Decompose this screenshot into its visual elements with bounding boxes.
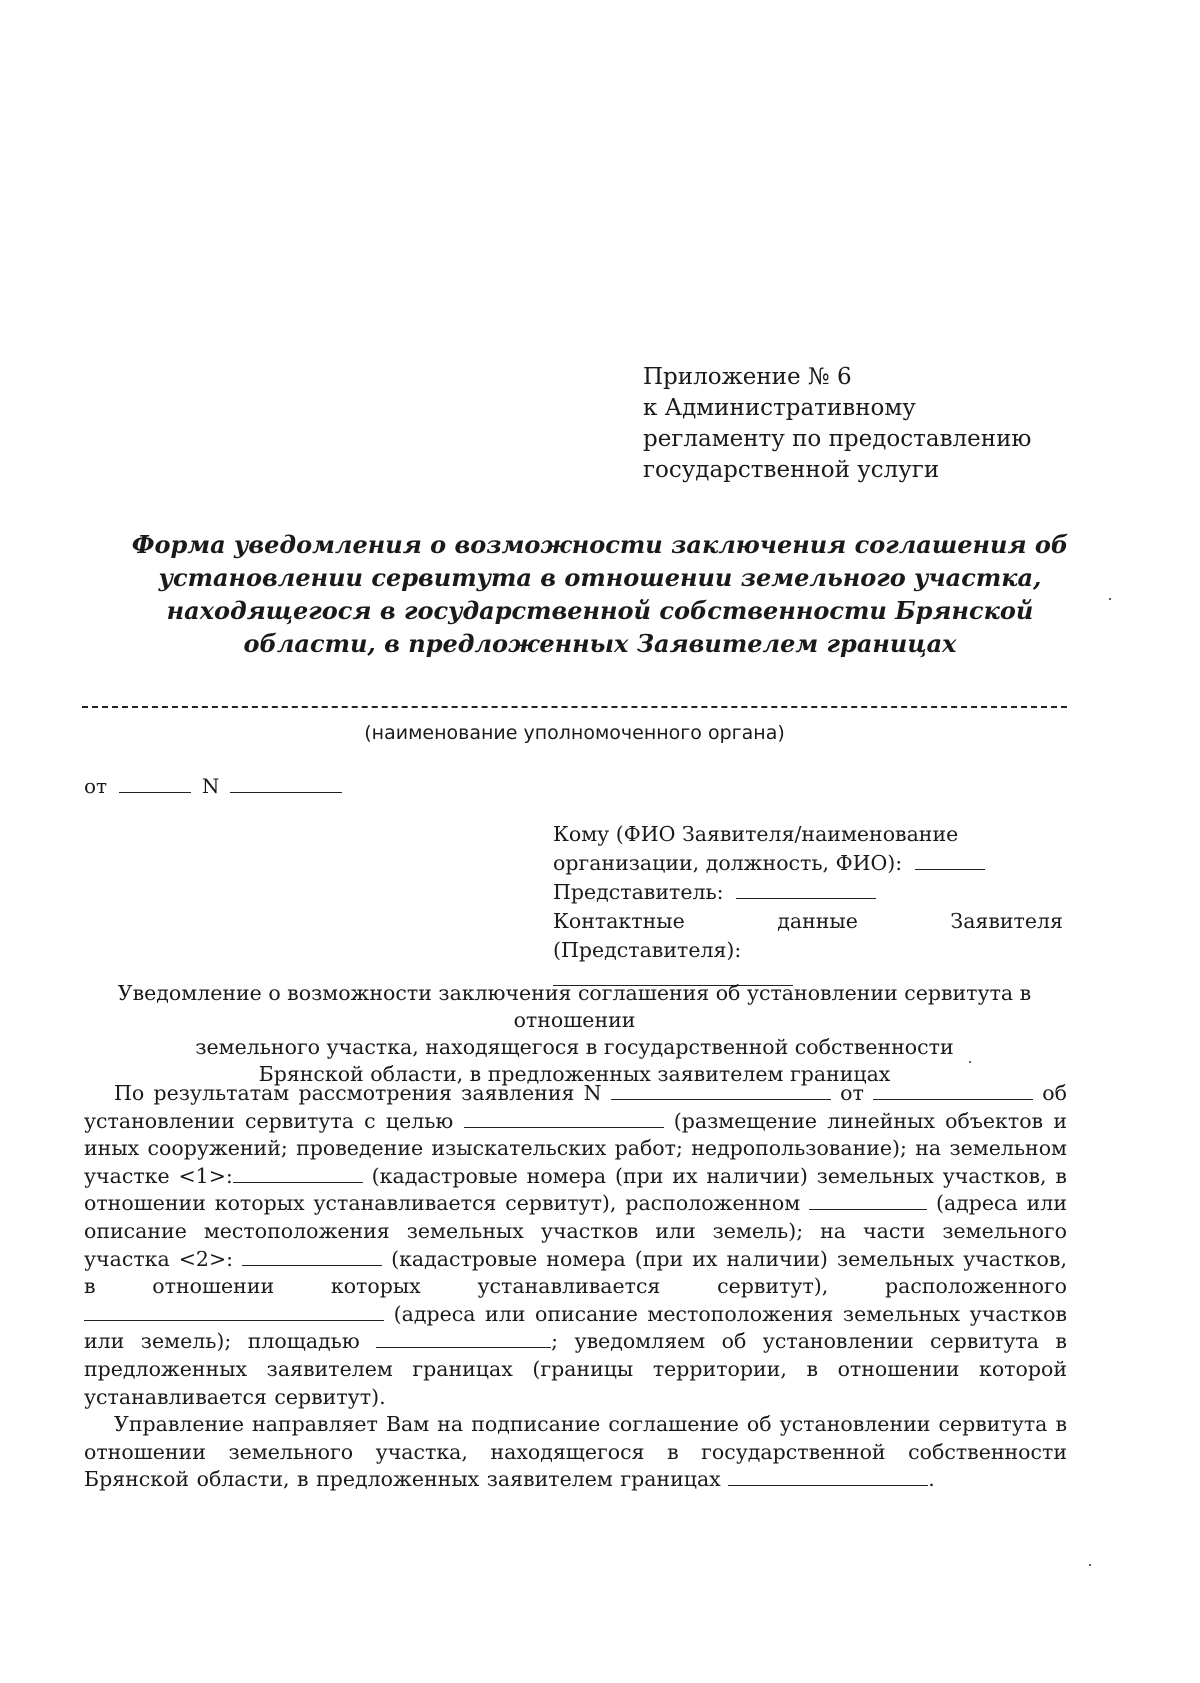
number-blank	[230, 772, 342, 793]
appendix-line-4: государственной услуги	[643, 457, 940, 483]
plot-cadastral-blank	[233, 1164, 363, 1183]
part-address-blank	[84, 1302, 384, 1321]
number-label: N	[201, 774, 220, 798]
representative-label: Представитель:	[553, 880, 724, 904]
p1-purpose-options-text: (размещение линейных объектов и иных сооружений; проведение изыскательских работ; недропользование); на земельном участке <1>:	[84, 1108, 1067, 1188]
p1-area-text: (адреса или описание местоположения земельных участков или земель); площадью	[84, 1301, 1067, 1354]
p1-cadastral-text: (кадастровые номера (при их наличии) земельных участков, в отношении которых устанавливается сервитут), расположенном	[84, 1163, 1067, 1216]
appendix-number: Приложение № 6	[643, 364, 852, 390]
contacts-label: Контактные данные Заявителя (Представителя):	[553, 909, 1063, 962]
notice-body	[84, 1080, 1067, 1494]
p1-purpose-text: об установлении сервитута с целью	[84, 1081, 1067, 1133]
notice-paragraph-2	[84, 1411, 1067, 1494]
p1-application-text: По результатам рассмотрения заявления N	[114, 1081, 602, 1105]
recipient-line-1: Кому (ФИО Заявителя/наименование	[553, 822, 959, 846]
recipient-org-label: организации, должность, ФИО):	[553, 851, 903, 875]
purpose-blank	[464, 1109, 664, 1128]
scan-speck	[1089, 1564, 1091, 1566]
notice-heading-line-2: земельного участка, находящегося в государственной собственности	[195, 1035, 954, 1059]
p1-from-text: от	[840, 1081, 864, 1105]
recipient-block	[553, 820, 1063, 994]
area-blank	[376, 1329, 551, 1348]
application-number-blank	[611, 1081, 831, 1100]
representative-blank	[736, 878, 876, 899]
notice-heading-line-3: Брянской области, в предложенных заявителем границах	[258, 1062, 891, 1086]
notice-heading-line-1: Уведомление о возможности заключения соглашения об установлении сервитута в отношении	[117, 981, 1032, 1032]
recipient-org-blank	[915, 849, 985, 870]
recipient-line-2	[553, 849, 1063, 878]
from-label: от	[84, 774, 108, 798]
notice-paragraph-1	[84, 1080, 1067, 1411]
recipient-line-3	[553, 878, 1063, 907]
date-blank	[119, 772, 191, 793]
appendix-line-2: к Административному	[643, 395, 916, 421]
authority-name-line	[82, 706, 1067, 708]
part-cadastral-blank	[242, 1247, 382, 1266]
p2-text: Управление направляет Вам на подписание соглашение об установлении сервитута в отношении земельного участка, находящегося в государственной собственности Брянской области, в предложенных заявителем границах	[84, 1412, 1067, 1492]
p2-end: .	[928, 1467, 935, 1492]
p1-conclusion-text: ; уведомляем об установлении сервитута в предложенных заявителем границах (границы территории, в отношении которой устанавливается сервитут).	[84, 1329, 1067, 1409]
plot-address-blank	[809, 1191, 927, 1210]
appendix-line-3: регламенту по предоставлению	[643, 426, 1032, 452]
application-date-blank	[873, 1081, 1033, 1100]
p1-part-cadastral-text: (кадастровые номера (при их наличии) земельных участков, в отношении которых устанавливается сервитут), расположенного	[84, 1246, 1067, 1299]
scan-speck	[1109, 598, 1111, 600]
form-title: Форма уведомления о возможности заключения соглашения об установлении сервитута в отношении земельного участка, находящегося в государственной собственности Брянской области, в предложенных Заявителем границах	[131, 530, 1069, 658]
appendix-reference	[643, 362, 1031, 486]
agreement-blank	[728, 1467, 928, 1486]
scan-speck	[969, 1061, 971, 1063]
notice-heading	[82, 980, 1067, 1088]
authority-name-caption: (наименование уполномоченного органа)	[364, 722, 785, 744]
p1-address-text: (адреса или описание местоположения земельных участков или земель); на части земельного участка <2>:	[84, 1191, 1067, 1271]
date-number-row	[84, 772, 342, 799]
